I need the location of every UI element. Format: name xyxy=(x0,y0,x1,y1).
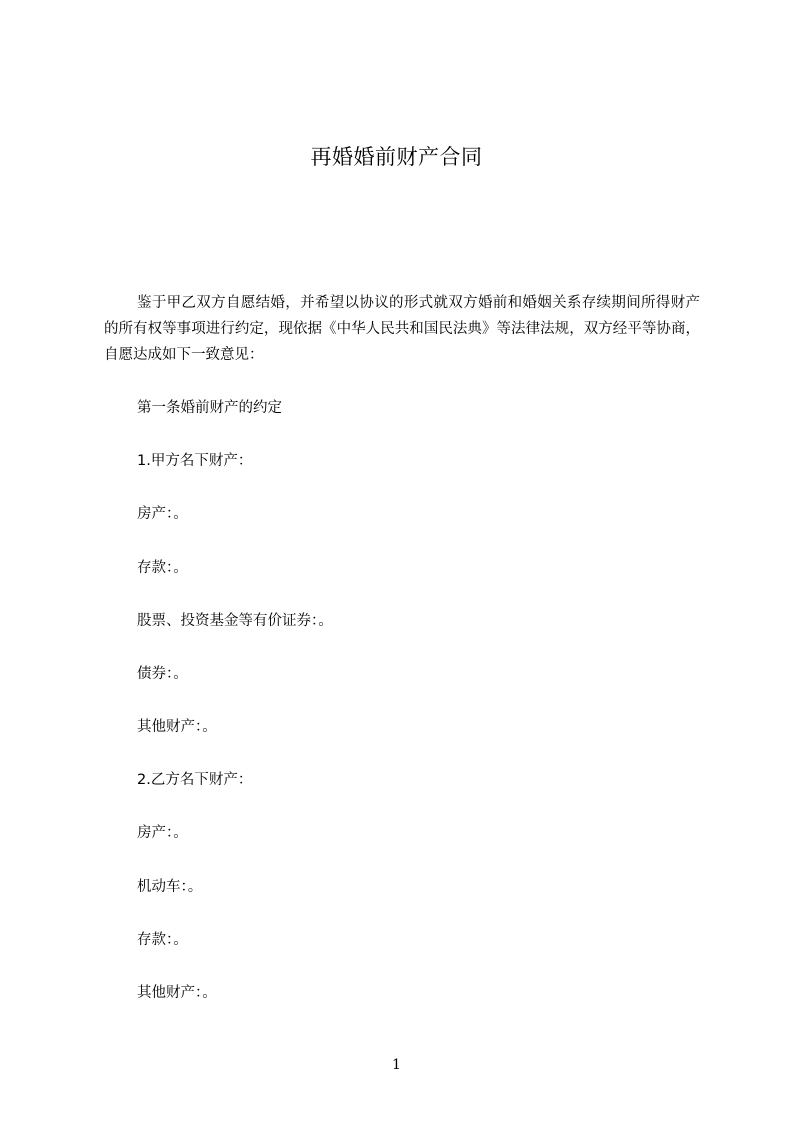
document-title: 再婚婚前财产合同 xyxy=(310,145,483,169)
party-a-property-heading: 1.甲方名下财产： xyxy=(137,453,253,469)
party-b-property-heading: 2.乙方名下财产： xyxy=(137,772,253,788)
intro-paragraph: 鉴于甲乙双方自愿结婚，并希望以协议的形式就双方婚前和婚姻关系存续期间所得财产的所有权等事项进行约定，现依据《中华人民共和国民法典》等法律法规，双方经平等协商，自愿达成如下一致意见： xyxy=(104,295,700,363)
party-a-other-property-line: 其他财产：。 xyxy=(137,719,217,735)
party-b-deposits-line: 存款：。 xyxy=(137,932,188,948)
party-a-bonds-line: 债券：。 xyxy=(137,666,188,682)
party-a-securities-line: 股票、投资基金等有价证券：。 xyxy=(137,613,333,629)
party-a-deposits-line: 存款：。 xyxy=(137,560,188,576)
party-b-other-property-line: 其他财产：。 xyxy=(137,985,217,1001)
party-b-real-estate-line: 房产：。 xyxy=(137,825,188,841)
party-a-real-estate-line: 房产：。 xyxy=(137,506,188,522)
page-number: 1 xyxy=(392,1057,401,1073)
section-heading: 第一条婚前财产的约定 xyxy=(137,400,282,416)
party-b-vehicle-line: 机动车：。 xyxy=(137,879,203,895)
